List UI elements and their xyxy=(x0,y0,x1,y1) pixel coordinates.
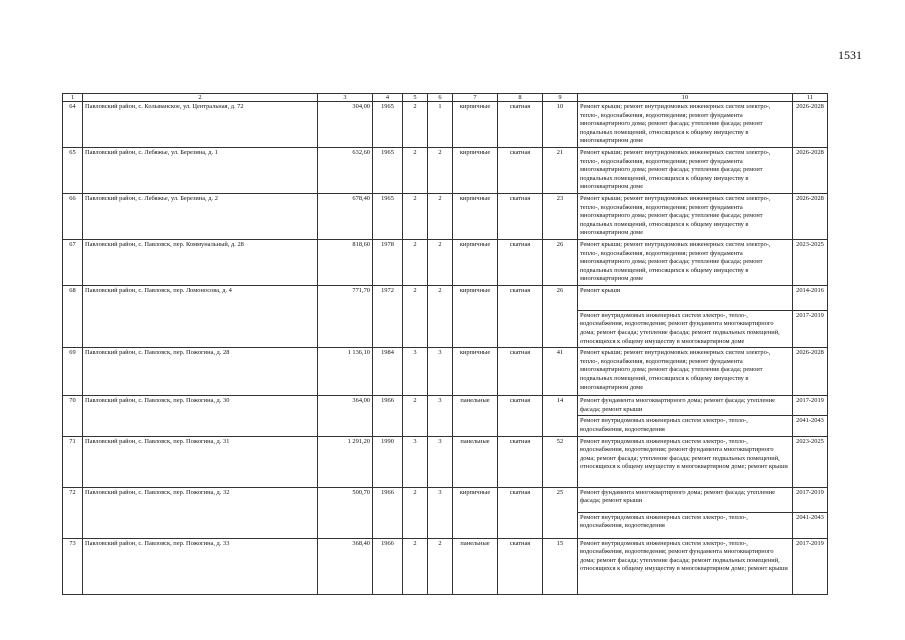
wall-material-cell: панельные xyxy=(453,436,498,487)
floors-cell: 2 xyxy=(403,538,428,594)
address-cell: Павловский район, с. Павловск, пер. Пожогина, д. 30 xyxy=(83,396,318,436)
column-number: 3 xyxy=(318,94,373,102)
floors-cell: 2 xyxy=(403,193,428,239)
area-cell: 500,70 xyxy=(318,487,373,538)
address-cell: Павловский район, с. Лебяжье, ул. Березина, д. 1 xyxy=(83,147,318,193)
row-number: 69 xyxy=(63,348,83,396)
repair-works-cell: Ремонт внутридомовых инженерных систем электро-, тепло-, водоснабжения, водоотведения; ремонт фундамента многоквартирного дома; ремонт фасада; утепление фасада; ремонт подвальных помещений, относящихся к общему имуществу в многоквартирном доме; ремонт крыши xyxy=(578,436,793,487)
entrances-cell: 3 xyxy=(428,348,453,396)
repair-period-cell: 2041-2043 xyxy=(793,416,828,436)
roof-type-cell: скатная xyxy=(498,193,543,239)
address-cell: Павловский район, с. Павловск, пер. Пожогина, д. 28 xyxy=(83,348,318,396)
row-number: 68 xyxy=(63,285,83,347)
wall-material-cell: кирпичные xyxy=(453,348,498,396)
row-number: 67 xyxy=(63,239,83,285)
area-cell: 368,40 xyxy=(318,538,373,594)
entrances-cell: 3 xyxy=(428,396,453,436)
repair-works-cell: Ремонт внутридомовых инженерных систем электро-, тепло-, водоснабжения, водоотведения xyxy=(578,416,793,436)
wall-material-cell: кирпичные xyxy=(453,239,498,285)
column-number: 2 xyxy=(83,94,318,102)
year-cell: 1966 xyxy=(373,487,403,538)
year-cell: 1966 xyxy=(373,538,403,594)
repair-works-cell: Ремонт крыши; ремонт внутридомовых инженерных систем электро-, тепло-, водоснабжения, водоотведения; ремонт фундамента многоквартирного дома; ремонт фасада; утепление фасада; ремонт подвальных помещений, относящихся к общему имуществу в многоквартирном доме xyxy=(578,193,793,239)
year-cell: 1972 xyxy=(373,285,403,347)
row-number: 66 xyxy=(63,193,83,239)
address-cell: Павловский район, с. Павловск, пер. Ломоносова, д. 4 xyxy=(83,285,318,347)
column-number: 1 xyxy=(63,94,83,102)
column-number: 7 xyxy=(453,94,498,102)
repair-period-cell: 2041-2043 xyxy=(793,512,828,538)
wall-material-cell: кирпичные xyxy=(453,102,498,148)
repair-period-cell: 2017-2019 xyxy=(793,538,828,594)
repair-period-cell: 2026-2028 xyxy=(793,348,828,396)
area-cell: 364,00 xyxy=(318,396,373,436)
wall-material-cell: кирпичные xyxy=(453,193,498,239)
repair-period-cell: 2023-2025 xyxy=(793,436,828,487)
area-cell: 678,40 xyxy=(318,193,373,239)
roof-type-cell: скатная xyxy=(498,285,543,347)
column-number: 9 xyxy=(543,94,578,102)
roof-type-cell: скатная xyxy=(498,239,543,285)
roof-type-cell: скатная xyxy=(498,396,543,436)
floors-cell: 3 xyxy=(403,348,428,396)
repair-period-cell: 2017-2019 xyxy=(793,487,828,512)
column-number: 5 xyxy=(403,94,428,102)
residents-cell: 41 xyxy=(543,348,578,396)
residents-cell: 14 xyxy=(543,396,578,436)
address-cell: Павловский район, с. Павловск, пер. Пожогина, д. 31 xyxy=(83,436,318,487)
table-row xyxy=(63,396,828,416)
area-cell: 1 291,20 xyxy=(318,436,373,487)
year-cell: 1965 xyxy=(373,193,403,239)
wall-material-cell: панельные xyxy=(453,538,498,594)
entrances-cell: 2 xyxy=(428,285,453,347)
residents-cell: 21 xyxy=(543,147,578,193)
roof-type-cell: скатная xyxy=(498,538,543,594)
residents-cell: 10 xyxy=(543,102,578,148)
table-row xyxy=(63,538,828,594)
roof-type-cell: скатная xyxy=(498,487,543,538)
floors-cell: 3 xyxy=(403,436,428,487)
floors-cell: 2 xyxy=(403,147,428,193)
floors-cell: 2 xyxy=(403,487,428,538)
year-cell: 1978 xyxy=(373,239,403,285)
floors-cell: 2 xyxy=(403,102,428,148)
entrances-cell: 1 xyxy=(428,102,453,148)
table-row xyxy=(63,239,828,285)
address-cell: Павловский район, с. Колыванское, ул. Центральная, д. 72 xyxy=(83,102,318,148)
repair-period-cell: 2026-2028 xyxy=(793,102,828,148)
column-number: 4 xyxy=(373,94,403,102)
row-number: 73 xyxy=(63,538,83,594)
area-cell: 771,70 xyxy=(318,285,373,347)
repair-works-cell: Ремонт внутридомовых инженерных систем электро-, тепло-, водоснабжения, водоотведения; ремонт фундамента многоквартирного дома; ремонт фасада; утепление фасада; ремонт подвальных помещений, относящихся к общему имуществу в многоквартирном доме; ремонт крыши xyxy=(578,538,793,594)
row-number: 64 xyxy=(63,102,83,148)
row-number: 71 xyxy=(63,436,83,487)
repair-works-cell: Ремонт фундамента многоквартирного дома; ремонт фасада; утепление фасада; ремонт крыши xyxy=(578,396,793,416)
repair-works-cell: Ремонт внутридомовых инженерных систем электро-, тепло-, водоснабжения, водоотведения xyxy=(578,512,793,538)
residents-cell: 26 xyxy=(543,239,578,285)
repair-period-cell: 2017-2019 xyxy=(793,310,828,347)
column-number: 10 xyxy=(578,94,793,102)
roof-type-cell: скатная xyxy=(498,436,543,487)
row-number: 65 xyxy=(63,147,83,193)
table-row xyxy=(63,436,828,487)
row-number: 70 xyxy=(63,396,83,436)
column-number: 8 xyxy=(498,94,543,102)
table-row xyxy=(63,487,828,512)
residents-cell: 52 xyxy=(543,436,578,487)
address-cell: Павловский район, с. Павловск, пер. Коммунальный, д. 28 xyxy=(83,239,318,285)
address-cell: Павловский район, с. Лебяжье, ул. Березина, д. 2 xyxy=(83,193,318,239)
floors-cell: 2 xyxy=(403,239,428,285)
wall-material-cell: панельные xyxy=(453,396,498,436)
repair-works-cell: Ремонт крыши xyxy=(578,285,793,310)
repair-works-cell: Ремонт фундамента многоквартирного дома; ремонт фасада; утепление фасада; ремонт крыши xyxy=(578,487,793,512)
entrances-cell: 2 xyxy=(428,193,453,239)
column-number: 11 xyxy=(793,94,828,102)
wall-material-cell: кирпичные xyxy=(453,487,498,538)
repair-works-cell: Ремонт крыши; ремонт внутридомовых инженерных систем электро-, тепло-, водоснабжения, водоотведения; ремонт фундамента многоквартирного дома; ремонт фасада; утепление фасада; ремонт подвальных помещений, относящихся к общему имуществу в многоквартирном доме xyxy=(578,147,793,193)
repair-period-cell: 2017-2019 xyxy=(793,396,828,416)
roof-type-cell: скатная xyxy=(498,102,543,148)
repair-works-cell: Ремонт крыши; ремонт внутридомовых инженерных систем электро-, тепло-, водоснабжения, водоотведения; ремонт фундамента многоквартирного дома; ремонт фасада; утепление фасада; ремонт подвальных помещений, относящихся к общему имуществу в многоквартирном доме xyxy=(578,102,793,148)
floors-cell: 2 xyxy=(403,285,428,347)
table-row xyxy=(63,147,828,193)
year-cell: 1984 xyxy=(373,348,403,396)
repair-period-cell: 2023-2025 xyxy=(793,239,828,285)
address-cell: Павловский район, с. Павловск, пер. Пожогина, д. 33 xyxy=(83,538,318,594)
residents-cell: 15 xyxy=(543,538,578,594)
column-number: 6 xyxy=(428,94,453,102)
entrances-cell: 2 xyxy=(428,538,453,594)
year-cell: 1966 xyxy=(373,396,403,436)
table-row xyxy=(63,193,828,239)
area-cell: 818,60 xyxy=(318,239,373,285)
wall-material-cell: кирпичные xyxy=(453,285,498,347)
repair-works-cell: Ремонт внутридомовых инженерных систем электро-, тепло-, водоснабжения, водоотведения; ремонт фундамента многоквартирного дома; ремонт фасада; утепление фасада; ремонт подвальных помещений, относящихся к общему имуществу в многоквартирном доме xyxy=(578,310,793,347)
roof-type-cell: скатная xyxy=(498,348,543,396)
area-cell: 304,00 xyxy=(318,102,373,148)
repair-period-cell: 2026-2028 xyxy=(793,147,828,193)
area-cell: 1 136,10 xyxy=(318,348,373,396)
repair-period-cell: 2026-2028 xyxy=(793,193,828,239)
year-cell: 1965 xyxy=(373,147,403,193)
table-row xyxy=(63,285,828,310)
residents-cell: 25 xyxy=(543,487,578,538)
roof-type-cell: скатная xyxy=(498,147,543,193)
floors-cell: 2 xyxy=(403,396,428,436)
page-number: 1531 xyxy=(838,48,862,62)
repair-period-cell: 2014-2016 xyxy=(793,285,828,310)
housing-register-table xyxy=(62,93,828,595)
entrances-cell: 3 xyxy=(428,436,453,487)
table-row xyxy=(63,102,828,148)
table-row xyxy=(63,348,828,396)
residents-cell: 23 xyxy=(543,193,578,239)
year-cell: 1965 xyxy=(373,102,403,148)
address-cell: Павловский район, с. Павловск, пер. Пожогина, д. 32 xyxy=(83,487,318,538)
entrances-cell: 3 xyxy=(428,487,453,538)
year-cell: 1990 xyxy=(373,436,403,487)
repair-works-cell: Ремонт крыши; ремонт внутридомовых инженерных систем электро-, тепло-, водоснабжения, водоотведения; ремонт фундамента многоквартирного дома; ремонт фасада; утепление фасада; ремонт подвальных помещений, относящихся к общему имуществу в многоквартирном доме xyxy=(578,239,793,285)
column-number-row xyxy=(63,94,828,102)
wall-material-cell: кирпичные xyxy=(453,147,498,193)
residents-cell: 26 xyxy=(543,285,578,347)
row-number: 72 xyxy=(63,487,83,538)
area-cell: 632,60 xyxy=(318,147,373,193)
entrances-cell: 2 xyxy=(428,239,453,285)
repair-works-cell: Ремонт крыши; ремонт внутридомовых инженерных систем электро-, тепло-, водоснабжения, водоотведения; ремонт фундамента многоквартирного дома; ремонт фасада; утепление фасада; ремонт подвальных помещений, относящихся к общему имуществу в многоквартирном доме xyxy=(578,348,793,396)
entrances-cell: 2 xyxy=(428,147,453,193)
